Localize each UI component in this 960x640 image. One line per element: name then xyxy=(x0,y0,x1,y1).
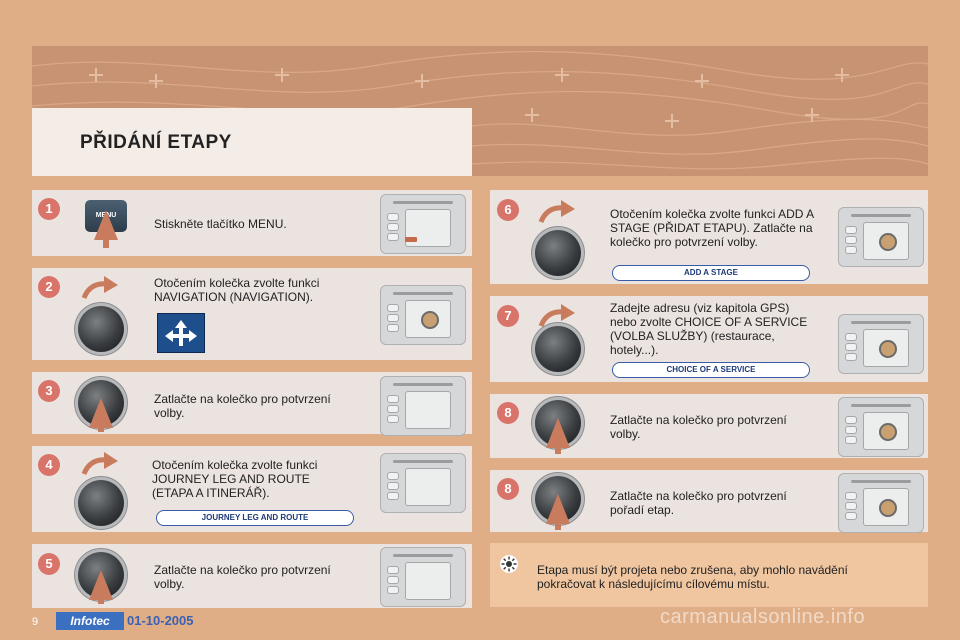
step-text: Zatlačte na kolečko pro potvrzení volby. xyxy=(610,413,787,441)
edition-date: 01-10-2005 xyxy=(127,613,194,628)
radio-unit-icon xyxy=(380,453,466,513)
add-a-stage-pill: ADD A STAGE xyxy=(612,265,810,281)
step-text: Stiskněte tlačítko MENU. xyxy=(154,217,287,231)
radio-unit-icon xyxy=(380,547,466,607)
tip-text: Etapa musí být projeta nebo zrušena, aby mohlo navádění pokračovat k následujícímu cílovému místu. xyxy=(537,563,848,591)
radio-unit-icon xyxy=(380,285,466,345)
radio-unit-icon xyxy=(838,314,924,374)
step-number: 4 xyxy=(38,454,60,476)
radio-unit-icon xyxy=(838,473,924,533)
rotary-knob-icon xyxy=(535,326,581,372)
up-arrow-icon xyxy=(546,494,570,524)
step-text: Zatlačte na kolečko pro potvrzení pořadí etap. xyxy=(610,489,787,517)
step-number: 1 xyxy=(38,198,60,220)
navigation-icon xyxy=(157,313,205,353)
step-text: Zadejte adresu (viz kapitola GPS) nebo zvolte CHOICE OF A SERVICE (VOLBA SLUŽBY) (restaurace, hotely...). xyxy=(610,301,808,357)
rotary-knob-icon xyxy=(78,306,124,352)
curved-arrow-icon xyxy=(80,276,120,302)
step-number: 3 xyxy=(38,380,60,402)
step-number: 6 xyxy=(497,199,519,221)
journey-leg-pill: JOURNEY LEG AND ROUTE xyxy=(156,510,354,526)
sun-tip-icon xyxy=(500,555,518,573)
step-text: Otočením kolečka zvolte funkci JOURNEY LEG AND ROUTE (ETAPA A ITINERÁŘ). xyxy=(152,458,318,500)
up-arrow-icon xyxy=(89,570,113,600)
step-number: 5 xyxy=(38,553,60,575)
step-text: Otočením kolečka zvolte funkci ADD A STAGE (PŘIDAT ETAPU). Zatlačte na kolečko pro potvrzení volby. xyxy=(610,207,815,249)
page-number: 9 xyxy=(32,616,39,628)
menu-button-icon: MENU xyxy=(85,200,127,232)
radio-unit-icon xyxy=(380,194,466,254)
rotary-knob-icon xyxy=(78,480,124,526)
up-arrow-icon xyxy=(94,210,118,240)
radio-unit-icon xyxy=(380,376,466,436)
step-number: 8 xyxy=(497,402,519,424)
step-number: 7 xyxy=(497,305,519,327)
curved-arrow-icon xyxy=(537,200,577,226)
step-number: 2 xyxy=(38,276,60,298)
rotary-knob-icon xyxy=(535,230,581,276)
up-arrow-icon xyxy=(89,398,113,428)
step-text: Otočením kolečka zvolte funkci NAVIGATION (NAVIGATION). xyxy=(154,276,320,304)
step-number: 8 xyxy=(497,478,519,500)
step-text: Zatlačte na kolečko pro potvrzení volby. xyxy=(154,392,331,420)
curved-arrow-icon xyxy=(80,452,120,478)
up-arrow-icon xyxy=(546,418,570,448)
choice-of-service-pill: CHOICE OF A SERVICE xyxy=(612,362,810,378)
brand-logo: Infotec xyxy=(56,612,124,630)
radio-unit-icon xyxy=(838,397,924,457)
watermark: carmanualsonline.info xyxy=(660,606,866,628)
radio-unit-icon xyxy=(838,207,924,267)
step-text: Zatlačte na kolečko pro potvrzení volby. xyxy=(154,563,331,591)
page-title: PŘIDÁNÍ ETAPY xyxy=(80,132,232,153)
